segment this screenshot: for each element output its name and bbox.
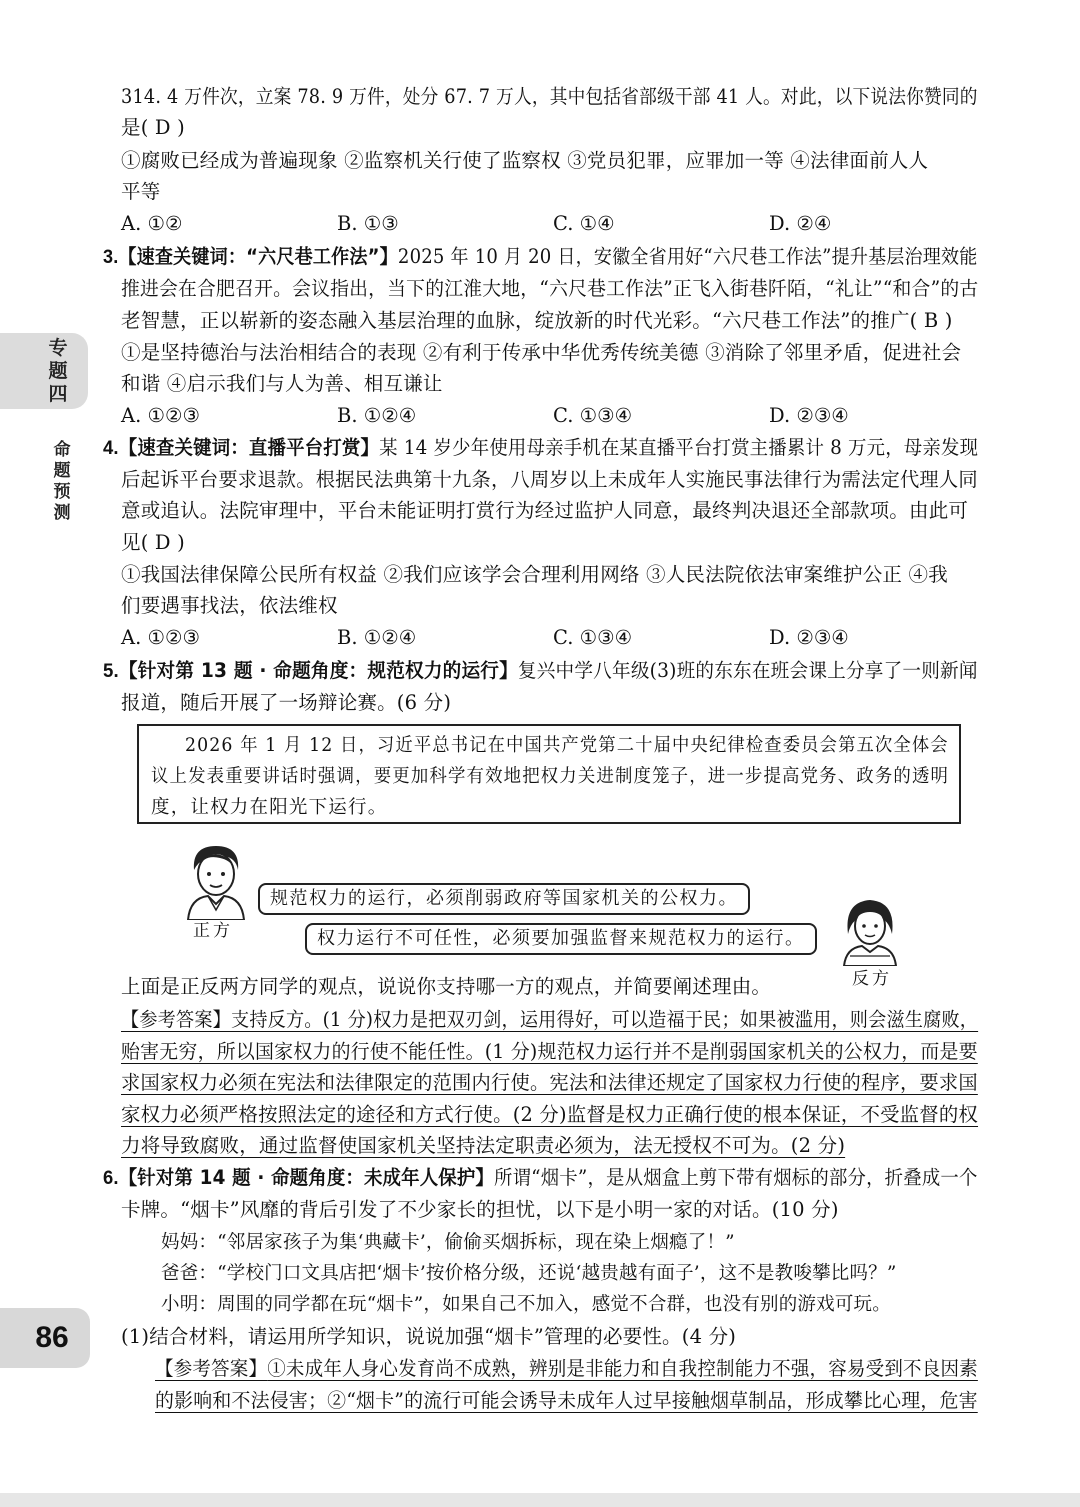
q3-keyword-tag: 【速查关键词：“六尺巷工作法”】 bbox=[118, 245, 398, 268]
page-number: 86 bbox=[0, 1308, 90, 1368]
q5-keyword-tag: 【针对第 13 题 · 命题角度：规范权力的运行】 bbox=[118, 659, 518, 682]
pro-side-label: 正方 bbox=[193, 921, 233, 941]
pro-student-illustration bbox=[180, 840, 252, 920]
q4-option-a: A. ①②③ bbox=[121, 626, 200, 649]
section-char: 命 bbox=[53, 440, 71, 460]
q6-answer-text: ①未成年人身心发育尚不成熟，辨别是非能力和自我控制能力不强，容易受到不良因素 bbox=[267, 1357, 978, 1380]
q4-line: 后起诉平台要求退款。根据民法典第十九条，八周岁以上未成年人实施民事法律行为需法定代理人同 bbox=[121, 468, 978, 491]
q3-first-line bbox=[103, 241, 978, 273]
q3-option-c: C. ①③④ bbox=[553, 404, 633, 427]
scan-bottom-edge bbox=[0, 1493, 1080, 1507]
q2-option-b: B. ①③ bbox=[337, 212, 399, 235]
q3-option-a: A. ①②③ bbox=[121, 404, 200, 427]
q5-answer-line: 求国家权力必须在宪法和法律限定的范围内行使。宪法和法律还规定了国家权力行使的程序，要求国 bbox=[121, 1071, 978, 1094]
section-char: 题 bbox=[53, 461, 71, 481]
q4-line: 们要遇事找法，依法维权 bbox=[121, 594, 338, 617]
q4-number: 4. bbox=[103, 437, 119, 459]
q6-first-line bbox=[103, 1162, 978, 1194]
q3-line: 老智慧，正以崭新的姿态融入基层治理的血脉，绽放新的时代光彩。“六尺巷工作法”的推广( B ) bbox=[121, 309, 953, 332]
q5-answer-text: 支持反方。(1 分)权力是把双刃剑，运用得好，可以造福于民；如果被滥用，则会滋生腐败， bbox=[230, 1008, 979, 1031]
q5-question: 上面是正反两方同学的观点，说说你支持哪一方的观点，并简要阐述理由。 bbox=[121, 975, 772, 998]
dialogue-line-dad: 爸爸：“学校门口文具店把‘烟卡’按价格分级，还说‘越贵越有面子’，这不是教唆攀比吗？” bbox=[161, 1263, 897, 1284]
news-line: 2026 年 1 月 12 日，习近平总书记在中国共产党第二十届中央纪律检查委员会第五次全体会 bbox=[185, 735, 949, 756]
q5-line: 报道，随后开展了一场辩论赛。(6 分) bbox=[121, 691, 452, 714]
q6-sub-question-1: (1)结合材料，请运用所学知识，说说加强“烟卡”管理的必要性。(4 分) bbox=[121, 1325, 737, 1348]
q6-answer-line: 的影响和不法侵害；②“烟卡”的流行可能会诱导未成年人过早接触烟草制品，形成攀比心理，危害 bbox=[155, 1389, 978, 1412]
q4-line: ①我国法律保障公民所有权益 ②我们应该学会合理利用网络 ③人民法院依法审案维护公正 ④我 bbox=[121, 563, 948, 586]
topic-side-tab bbox=[0, 333, 88, 409]
news-line: 度，让权力在阳光下运行。 bbox=[151, 797, 388, 818]
q3-stem: 2025 年 10 月 20 日，安徽全省用好“六尺巷工作法”提升基层治理效能 bbox=[397, 245, 978, 268]
q2-option-d: D. ②④ bbox=[769, 212, 832, 235]
q6-answer-tag: 【参考答案】 bbox=[155, 1357, 268, 1380]
q3-line: 和谐 ④启示我们与人为善、相互谦让 bbox=[121, 372, 443, 395]
q5-answer-line: 家权力必须严格按照法定的途径和方式行使。(2 分)监督是权力正确行使的根本保证，不受监督的权 bbox=[121, 1103, 979, 1126]
q3-line: 推进会在合肥召开。会议指出，当下的江淮大地，“六尺巷工作法”正飞入街巷阡陌，“礼让”“和合”的古 bbox=[121, 277, 979, 300]
q2-option-a: A. ①② bbox=[121, 212, 183, 235]
q3-option-d: D. ②③④ bbox=[769, 404, 849, 427]
topic-char: 专 bbox=[48, 337, 68, 359]
q5-answer-tag: 【参考答案】 bbox=[121, 1008, 231, 1031]
q6-keyword-tag: 【针对第 14 题 · 命题角度：未成年人保护】 bbox=[118, 1166, 494, 1189]
section-side-label bbox=[40, 440, 84, 524]
topic-char: 四 bbox=[48, 383, 68, 405]
q2-option-c: C. ①④ bbox=[553, 212, 615, 235]
q4-keyword-tag: 【速查关键词：直播平台打赏】 bbox=[118, 436, 380, 459]
dialogue-line-mom: 妈妈：“邻居家孩子为集‘典藏卡’，偷偷买烟拆标，现在染上烟瘾了！” bbox=[161, 1232, 735, 1253]
q2-line: 是( D ) bbox=[121, 116, 185, 139]
section-char: 测 bbox=[53, 503, 71, 523]
q5-answer-line bbox=[121, 1004, 978, 1035]
q6-line: 卡牌。“烟卡”风靡的背后引发了不少家长的担忧，以下是小明一家的对话。(10 分) bbox=[121, 1198, 839, 1221]
q2-line: 314. 4 万件次，立案 78. 9 万件，处分 67. 7 万人，其中包括省部级干部 41 人。对此，以下说法你赞同的 bbox=[121, 85, 978, 108]
q5-stem: 复兴中学八年级(3)班的东东在班会课上分享了一则新闻 bbox=[517, 659, 978, 682]
q5-first-line bbox=[103, 655, 978, 687]
news-material-box bbox=[137, 724, 961, 824]
q5-answer-line: 力将导致腐败，通过监督使国家机关坚持法定职责必须为，法无授权不可为。(2 分) bbox=[121, 1134, 846, 1157]
dialogue-line-xiaoming: 小明：周围的同学都在玩“烟卡”，如果自己不加入，感觉不合群，也没有别的游戏可玩。 bbox=[161, 1294, 891, 1315]
con-speech-bubble: 权力运行不可任性，必须要加强监督来规范权力的运行。 bbox=[305, 923, 817, 955]
pro-speech-bubble: 规范权力的运行，必须削弱政府等国家机关的公权力。 bbox=[258, 883, 750, 915]
con-side-label: 反方 bbox=[852, 969, 892, 989]
q4-line: 意或追认。法院审理中，平台未能证明打赏行为经过监护人同意，最终判决退还全部款项。由此可 bbox=[121, 499, 969, 522]
topic-char: 题 bbox=[48, 360, 68, 382]
q4-first-line bbox=[103, 432, 978, 464]
q4-stem: 某 14 岁少年使用母亲手机在某直播平台打赏主播累计 8 万元，母亲发现 bbox=[379, 436, 979, 459]
q4-option-b: B. ①②④ bbox=[337, 626, 417, 649]
q2-line: ①腐败已经成为普遍现象 ②监察机关行使了监察权 ③党员犯罪，应罪加一等 ④法律面前人人 bbox=[121, 149, 929, 172]
q3-line: ①是坚持德治与法治相结合的表现 ②有利于传承中华优秀传统美德 ③消除了邻里矛盾，促进社会 bbox=[121, 341, 962, 364]
q3-number: 3. bbox=[103, 246, 119, 268]
q5-answer-line: 贻害无穷，所以国家权力的行使不能任性。(1 分)规范权力运行并不是削弱国家机关的公权力，而是要 bbox=[121, 1040, 978, 1063]
q3-option-b: B. ①②④ bbox=[337, 404, 417, 427]
q2-line: 平等 bbox=[121, 180, 161, 203]
section-char: 预 bbox=[53, 482, 71, 502]
con-student-illustration bbox=[838, 896, 902, 966]
q4-option-c: C. ①③④ bbox=[553, 626, 633, 649]
q4-line: 见( D ) bbox=[121, 531, 185, 554]
q6-number: 6. bbox=[103, 1167, 119, 1189]
news-line: 议上发表重要讲话时强调，要更加科学有效地把权力关进制度笼子，进一步提高党务、政务的透明 bbox=[151, 766, 950, 787]
q4-option-d: D. ②③④ bbox=[769, 626, 849, 649]
q5-number: 5. bbox=[103, 660, 119, 682]
q6-answer-line bbox=[155, 1353, 978, 1384]
q6-stem: 所谓“烟卡”，是从烟盒上剪下带有烟标的部分，折叠成一个 bbox=[493, 1166, 978, 1189]
